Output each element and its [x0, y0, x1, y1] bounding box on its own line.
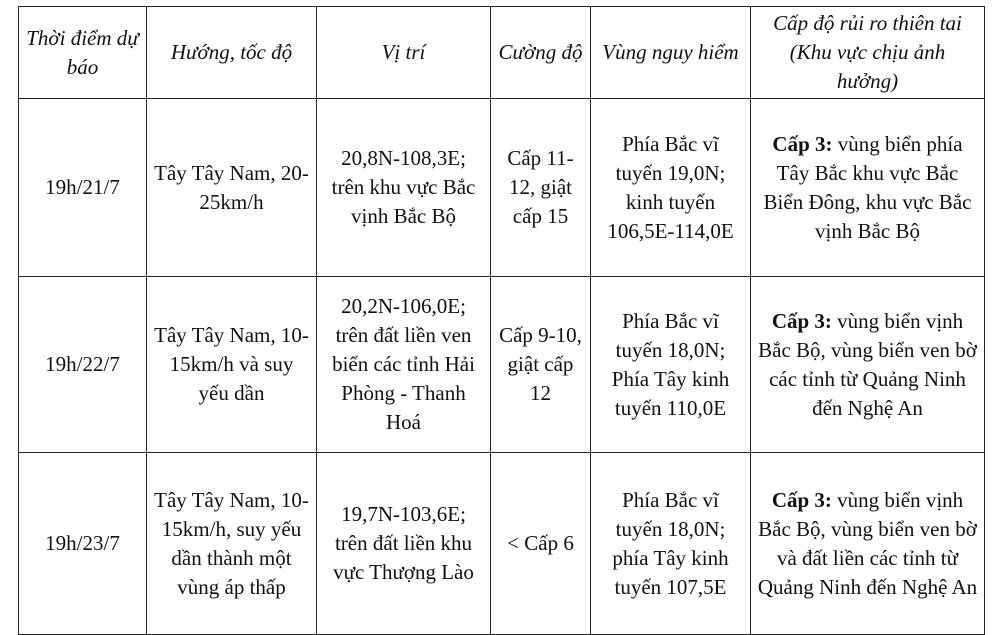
cell-risk-level	[751, 453, 985, 635]
cell-danger-zone: Phía Bắc vĩ tuyến 18,0N; Phía Tây kinh tuyến 110,0E	[591, 277, 751, 453]
risk-level-label: Cấp 3:	[771, 308, 832, 333]
cell-danger-zone: Phía Bắc vĩ tuyến 18,0N; phía Tây kinh tuyến 107,5E	[591, 453, 751, 635]
cell-intensity: Cấp 11-12, giật cấp 15	[491, 99, 591, 277]
cell-time: 19h/22/7	[19, 277, 147, 453]
table-row	[19, 277, 985, 453]
cell-danger-zone: Phía Bắc vĩ tuyến 19,0N; kinh tuyến 106,5E-114,0E	[591, 99, 751, 277]
cell-time: 19h/23/7	[19, 453, 147, 635]
risk-area-text: vùng biển vịnh Bắc Bộ, vùng biển ven bờ và đất liền các tỉnh từ Quảng Ninh đến Nghệ An	[757, 487, 978, 599]
risk-level-label: Cấp 3:	[771, 487, 832, 512]
cell-position: 20,8N-108,3E; trên khu vực Bắc vịnh Bắc Bộ	[317, 99, 491, 277]
risk-level-label: Cấp 3:	[772, 131, 833, 156]
header-row	[19, 7, 985, 99]
cell-time: 19h/21/7	[19, 99, 147, 277]
cell-direction: Tây Tây Nam, 10-15km/h và suy yếu dần	[147, 277, 317, 453]
risk-area-text: vùng biển phía Tây Bắc khu vực Bắc Biển Đông, khu vực Bắc vịnh Bắc Bộ	[763, 131, 972, 243]
cell-position: 19,7N-103,6E; trên đất liền khu vực Thượng Lào	[317, 453, 491, 635]
header-direction: Hướng, tốc độ	[147, 7, 317, 99]
header-position: Vị trí	[317, 7, 491, 99]
cell-direction: Tây Tây Nam, 20-25km/h	[147, 99, 317, 277]
cell-intensity: < Cấp 6	[491, 453, 591, 635]
header-time: Thời điểm dự báo	[19, 7, 147, 99]
header-danger-zone: Vùng nguy hiểm	[591, 7, 751, 99]
risk-area-text: vùng biển vịnh Bắc Bộ, vùng biển ven bờ các tỉnh từ Quảng Ninh đến Nghệ An	[758, 308, 977, 420]
cell-direction: Tây Tây Nam, 10-15km/h, suy yếu dần thành một vùng áp thấp	[147, 453, 317, 635]
cell-risk-level	[751, 277, 985, 453]
header-risk-level: Cấp độ rủi ro thiên tai (Khu vực chịu ảnh hưởng)	[751, 7, 985, 99]
cell-risk-level	[751, 99, 985, 277]
header-intensity: Cường độ	[491, 7, 591, 99]
forecast-table	[18, 6, 985, 635]
table-row	[19, 99, 985, 277]
cell-position: 20,2N-106,0E; trên đất liền ven biển các tỉnh Hải Phòng - Thanh Hoá	[317, 277, 491, 453]
cell-intensity: Cấp 9-10, giật cấp 12	[491, 277, 591, 453]
table-row	[19, 453, 985, 635]
